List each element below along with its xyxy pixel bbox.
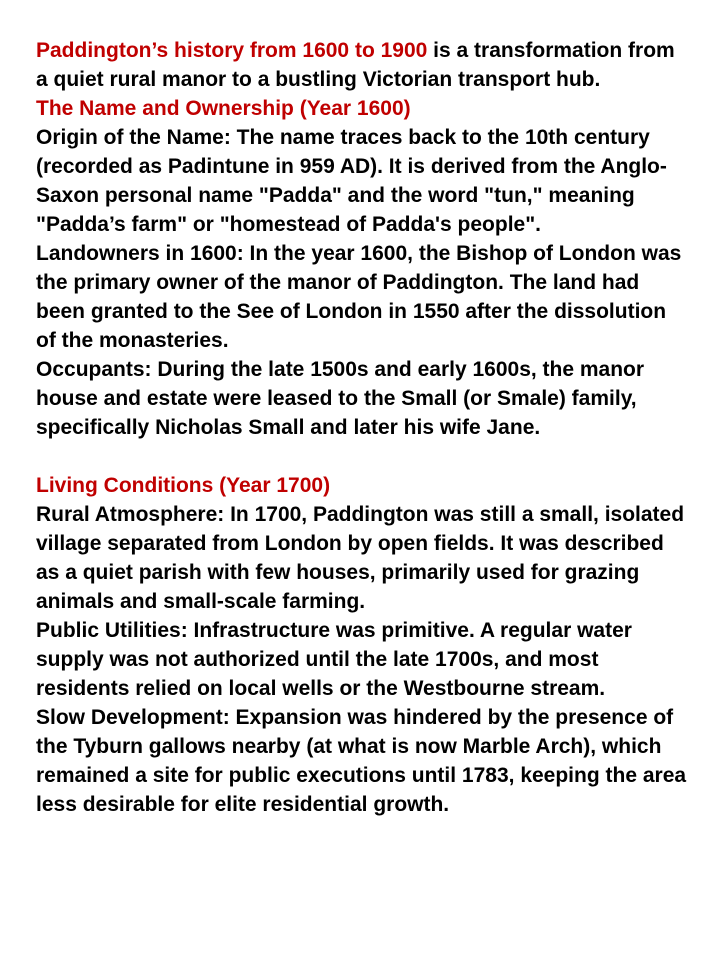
paragraph: Landowners in 1600: In the year 1600, the Bishop of London was the primary owner of the manor of Paddington. The land had been granted to the See of London in 1550 after the dissolution of the monasteries. [36,242,682,352]
paragraph: Public Utilities: Infrastructure was primitive. A regular water supply was not authorized until the late 1700s, and most residents relied on local wells or the Westbourne stream. [36,619,632,700]
section-heading: Living Conditions (Year 1700) [36,474,331,497]
intro-paragraph [36,36,690,94]
paragraph: Origin of the Name: The name traces back to the 10th century (recorded as Padintune in 959 AD). It is derived from the Anglo-Saxon personal name "Padda" and the word "tun," meaning "Padda’s farm" or "homestead of Padda's people". [36,126,667,236]
intro-rest: is a transformation from a quiet rural manor to a bustling Victorian transport hub. [36,39,675,91]
paragraph: Rural Atmosphere: In 1700, Paddington was still a small, isolated village separated from London by open fields. It was described as a quiet parish with few houses, primarily used for grazing animals and small-scale farming. [36,503,685,613]
paragraph: Slow Development: Expansion was hindered by the presence of the Tyburn gallows nearby (at what is now Marble Arch), which remained a site for public executions until 1783, keeping the area less desirable for elite residential growth. [36,706,687,816]
section-heading: The Name and Ownership (Year 1600) [36,97,411,120]
section-living-conditions [36,471,690,819]
section-name-and-ownership [36,94,690,442]
paragraph: Occupants: During the late 1500s and early 1600s, the manor house and estate were leased to the Small (or Smale) family, specifically Nicholas Small and later his wife Jane. [36,358,645,439]
intro-highlight: Paddington’s history from 1600 to 1900 [36,39,428,62]
